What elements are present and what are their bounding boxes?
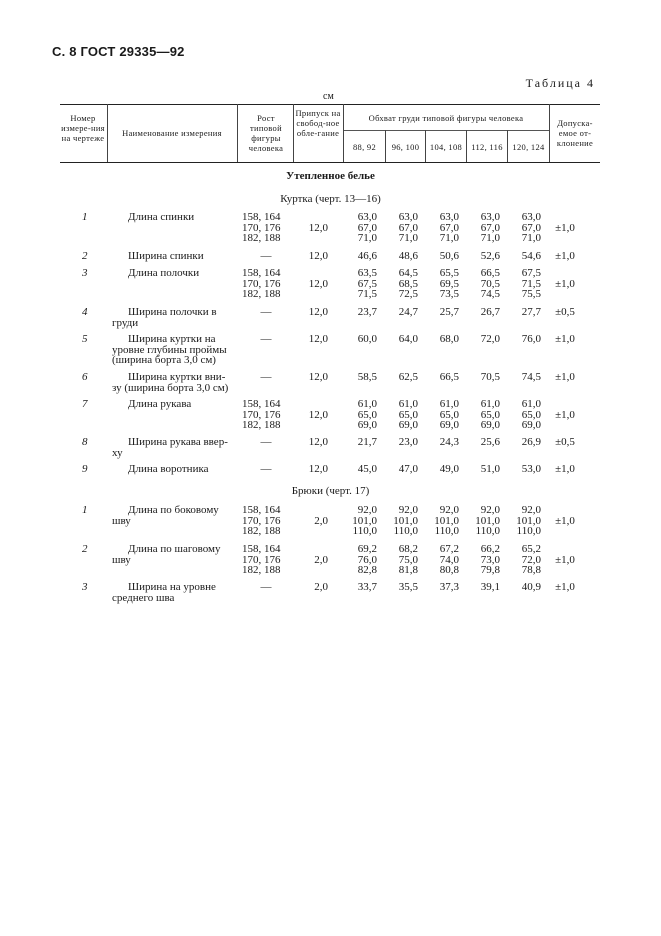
tolerance-value: ±1,0 <box>555 250 575 262</box>
chest-value: 64,0 <box>398 333 418 345</box>
chest-value-cell <box>503 334 541 345</box>
chest-value: 65,0 <box>480 408 500 421</box>
measurement-name-line: Ширина куртки вни- <box>128 371 226 383</box>
chest-value: 70,5 <box>480 371 500 383</box>
growth-value: 170, 176 <box>242 277 281 290</box>
chest-value: 71,0 <box>357 232 377 244</box>
chest-value-cell <box>421 544 459 576</box>
chest-value-cell <box>503 268 541 300</box>
chest-value: 69,5 <box>439 277 459 290</box>
chest-value: 92,0 <box>398 504 418 516</box>
measurement-name-line: Ширина рукава ввер- <box>128 436 228 448</box>
chest-value-cell <box>462 334 500 345</box>
measurement-name-line: шву <box>112 553 131 566</box>
chest-value: 52,6 <box>480 250 500 262</box>
chest-value: 51,0 <box>480 463 500 475</box>
chest-value: 72,0 <box>480 333 500 345</box>
growth-value: — <box>260 250 272 262</box>
chest-value: 75,5 <box>521 288 541 300</box>
column-header-tolerance: Допуска-емое от-клонение <box>556 118 594 148</box>
chest-value: 23,7 <box>357 306 377 318</box>
chest-value-cell <box>421 399 459 431</box>
chest-value: 71,5 <box>357 288 377 300</box>
tolerance-value: ±1,0 <box>555 371 575 383</box>
growth-value: 182, 188 <box>242 232 281 244</box>
growth-value: 170, 176 <box>242 408 281 421</box>
chest-value: 40,9 <box>521 581 541 593</box>
chest-value: 47,0 <box>398 463 418 475</box>
chest-value: 82,8 <box>357 564 377 576</box>
growth-value: 182, 188 <box>242 564 281 576</box>
row-number: 5 <box>82 333 88 345</box>
chest-value: 39,1 <box>480 581 500 593</box>
column-header-chest-size: 112, 116 <box>471 142 503 152</box>
measurement-name-line: Ширина полочки в <box>128 306 217 318</box>
chest-value: 53,0 <box>521 463 541 475</box>
measurement-name-line: Длина спинки <box>128 211 195 223</box>
chest-value-cell <box>421 268 459 300</box>
chest-value-cell <box>421 372 459 383</box>
subsection-title: Брюки (черт. 17) <box>291 485 370 497</box>
measurement-name-line: Ширина спинки <box>128 250 204 262</box>
chest-value: 67,5 <box>521 267 541 279</box>
header-bottom-rule <box>60 162 600 163</box>
chest-group-rule <box>343 130 549 131</box>
tolerance-value: ±1,0 <box>555 221 575 234</box>
chest-value: 66,5 <box>480 267 500 279</box>
chest-value-cell <box>462 251 500 262</box>
chest-value-cell <box>380 505 418 537</box>
growth-value: — <box>260 371 272 383</box>
chest-value: 73,0 <box>480 553 500 566</box>
chest-value-cell <box>503 251 541 262</box>
measurement-name-line: Ширина на уровне <box>128 581 216 593</box>
chest-value: 73,5 <box>439 288 459 300</box>
chest-value: 23,0 <box>398 436 418 448</box>
chest-value: 54,6 <box>521 250 541 262</box>
chest-value-cell <box>380 307 418 318</box>
chest-value: 67,0 <box>357 221 377 234</box>
chest-value: 71,5 <box>521 277 541 290</box>
chest-value-cell <box>421 437 459 448</box>
chest-value: 72,0 <box>521 553 541 566</box>
chest-value-cell <box>503 307 541 318</box>
page-header: С. 8 ГОСТ 29335—92 <box>52 44 185 59</box>
chest-value: 65,0 <box>398 408 418 421</box>
chest-value-cell <box>339 251 377 262</box>
chest-value: 69,0 <box>398 419 418 431</box>
chest-value: 81,8 <box>398 564 418 576</box>
tolerance-value: ±1,0 <box>555 553 575 566</box>
chest-value: 72,5 <box>398 288 418 300</box>
measurement-name-line: (ширина борта 3,0 см) <box>112 354 216 366</box>
chest-value: 64,5 <box>398 267 418 279</box>
column-header-chest-size: 120, 124 <box>512 142 545 152</box>
chest-value-cell <box>503 464 541 475</box>
table-label: Таблица 4 <box>525 76 595 90</box>
allowance-value: 2,0 <box>314 581 328 593</box>
growth-value: — <box>260 463 272 475</box>
chest-value-cell <box>462 399 500 431</box>
column-header-number: Номер измере-ния на чертеже <box>61 113 105 143</box>
tolerance-value: ±1,0 <box>555 514 575 527</box>
chest-value: 35,5 <box>398 581 418 593</box>
chest-value-cell <box>503 544 541 576</box>
chest-value: 63,5 <box>357 267 377 279</box>
column-header-name: Наименование измерения <box>122 128 222 138</box>
chest-value: 110,0 <box>516 525 541 537</box>
chest-value-cell <box>462 464 500 475</box>
chest-value: 67,0 <box>521 221 541 234</box>
chest-value-cell <box>380 212 418 244</box>
growth-value: 158, 164 <box>242 504 281 516</box>
chest-value: 110,0 <box>352 525 377 537</box>
chest-value: 69,2 <box>357 543 377 555</box>
chest-value: 63,0 <box>480 211 500 223</box>
chest-value-cell <box>462 582 500 593</box>
tolerance-value: ±1,0 <box>555 408 575 421</box>
chest-value: 92,0 <box>480 504 500 516</box>
chest-value-cell <box>503 372 541 383</box>
chest-value-cell <box>339 372 377 383</box>
chest-value: 24,3 <box>439 436 459 448</box>
header-divider <box>237 104 238 162</box>
chest-value: 69,0 <box>439 419 459 431</box>
row-number: 8 <box>82 436 88 448</box>
row-number: 1 <box>82 211 88 223</box>
chest-value-cell <box>462 437 500 448</box>
growth-value: — <box>260 333 272 345</box>
column-header-growth: Рост типовой фигуры человека <box>248 113 284 153</box>
chest-value-cell <box>421 307 459 318</box>
chest-value: 67,2 <box>439 543 459 555</box>
column-header-chest-group: Обхват груди типовой фигуры человека <box>368 113 524 123</box>
growth-value: 158, 164 <box>242 211 281 223</box>
chest-value-cell <box>380 372 418 383</box>
chest-value-cell <box>380 582 418 593</box>
chest-value: 27,7 <box>521 306 541 318</box>
chest-value-cell <box>421 212 459 244</box>
chest-value: 110,0 <box>475 525 500 537</box>
chest-value-cell <box>380 437 418 448</box>
growth-cell <box>242 334 290 345</box>
growth-value: — <box>260 436 272 448</box>
chest-value: 67,5 <box>357 277 377 290</box>
chest-value: 65,0 <box>439 408 459 421</box>
chest-value: 67,0 <box>439 221 459 234</box>
chest-value: 25,6 <box>480 436 500 448</box>
growth-value: — <box>260 306 272 318</box>
chest-value: 78,8 <box>521 564 541 576</box>
measurement-name-line: Длина по боковому <box>128 504 219 516</box>
growth-value: 170, 176 <box>242 221 281 234</box>
chest-value: 61,0 <box>439 398 459 410</box>
growth-value: 158, 164 <box>242 267 281 279</box>
growth-value: 182, 188 <box>242 525 281 537</box>
chest-value: 26,7 <box>480 306 500 318</box>
measurement-name-line: Ширина куртки на <box>128 333 216 345</box>
growth-cell <box>242 399 290 431</box>
chest-value-cell <box>339 505 377 537</box>
chest-value: 33,7 <box>357 581 377 593</box>
chest-value: 101,0 <box>352 514 377 527</box>
allowance-value: 12,0 <box>308 436 328 448</box>
column-header-allowance: Припуск на свобод-ное обле-гание <box>295 108 341 138</box>
chest-value: 61,0 <box>398 398 418 410</box>
allowance-value: 12,0 <box>308 250 328 262</box>
chest-value-cell <box>380 544 418 576</box>
chest-value-cell <box>503 582 541 593</box>
growth-cell <box>242 544 290 576</box>
measurement-name-line: Длина воротника <box>128 463 209 475</box>
growth-cell <box>242 307 290 318</box>
growth-value: — <box>260 581 272 593</box>
chest-value: 65,0 <box>357 408 377 421</box>
chest-value: 92,0 <box>521 504 541 516</box>
chest-value: 68,0 <box>439 333 459 345</box>
chest-value: 24,7 <box>398 306 418 318</box>
chest-value: 50,6 <box>439 250 459 262</box>
chest-value-cell <box>462 505 500 537</box>
chest-value: 79,8 <box>480 564 500 576</box>
chest-value-cell <box>503 399 541 431</box>
measurement-name-line: ху <box>112 446 123 459</box>
tolerance-value: ±1,0 <box>555 277 575 290</box>
chest-value: 63,0 <box>521 211 541 223</box>
tolerance-value: ±0,5 <box>555 436 575 448</box>
chest-value: 110,0 <box>434 525 459 537</box>
chest-value: 101,0 <box>516 514 541 527</box>
chest-value: 65,2 <box>521 543 541 555</box>
growth-cell <box>242 372 290 383</box>
measurement-name-line: Длина рукава <box>128 398 192 410</box>
growth-value: 158, 164 <box>242 543 281 555</box>
growth-cell <box>242 251 290 262</box>
chest-value: 71,0 <box>480 232 500 244</box>
chest-value-cell <box>462 307 500 318</box>
allowance-value: 12,0 <box>308 277 328 290</box>
allowance-value: 12,0 <box>308 306 328 318</box>
growth-value: 182, 188 <box>242 419 281 431</box>
chest-value: 74,0 <box>439 553 459 566</box>
row-number: 7 <box>82 398 88 410</box>
measurement-name-line: зу (ширина борта 3,0 см) <box>112 381 229 394</box>
growth-value: 170, 176 <box>242 514 281 527</box>
growth-cell <box>242 212 290 244</box>
row-number: 9 <box>82 463 88 475</box>
measurement-name-line: среднего шва <box>112 591 175 604</box>
growth-cell <box>242 464 290 475</box>
chest-value-cell <box>462 212 500 244</box>
chest-value: 69,0 <box>357 419 377 431</box>
row-number: 3 <box>82 267 88 279</box>
chest-value: 49,0 <box>439 463 459 475</box>
chest-value: 61,0 <box>357 398 377 410</box>
chest-value: 68,2 <box>398 543 418 555</box>
growth-cell <box>242 437 290 448</box>
tolerance-value: ±1,0 <box>555 463 575 475</box>
chest-value: 45,0 <box>357 463 377 475</box>
chest-value: 26,9 <box>521 436 541 448</box>
chest-value: 69,0 <box>521 419 541 431</box>
chest-value: 37,3 <box>439 581 459 593</box>
row-number: 2 <box>82 250 88 262</box>
subsection-title: Куртка (черт. 13—16) <box>280 193 381 205</box>
measurement-name-line: груди <box>112 316 139 329</box>
chest-value: 80,8 <box>439 564 459 576</box>
chest-value: 65,0 <box>521 408 541 421</box>
chest-value: 66,2 <box>480 543 500 555</box>
allowance-value: 2,0 <box>314 553 328 566</box>
chest-value: 62,5 <box>398 371 418 383</box>
chest-value-cell <box>380 464 418 475</box>
chest-value: 71,0 <box>439 232 459 244</box>
chest-value: 101,0 <box>434 514 459 527</box>
chest-value-cell <box>339 334 377 345</box>
allowance-value: 12,0 <box>308 221 328 234</box>
section-title: Утепленное белье <box>286 170 375 182</box>
tolerance-value: ±1,0 <box>555 581 575 593</box>
allowance-value: 12,0 <box>308 408 328 421</box>
allowance-value: 12,0 <box>308 333 328 345</box>
chest-value: 68,5 <box>398 277 418 290</box>
chest-value-cell <box>339 582 377 593</box>
measurement-name-line: Длина по шаговому <box>128 543 221 555</box>
chest-value-cell <box>503 505 541 537</box>
growth-value: 158, 164 <box>242 398 281 410</box>
chest-value: 63,0 <box>398 211 418 223</box>
growth-cell <box>242 505 290 537</box>
chest-value-cell <box>339 399 377 431</box>
growth-cell <box>242 582 290 593</box>
chest-value-cell <box>503 437 541 448</box>
chest-value: 76,0 <box>357 553 377 566</box>
chest-value: 69,0 <box>480 419 500 431</box>
growth-value: 170, 176 <box>242 553 281 566</box>
growth-cell <box>242 268 290 300</box>
chest-value-cell <box>339 544 377 576</box>
chest-value: 61,0 <box>521 398 541 410</box>
table-top-rule <box>60 104 600 105</box>
measurement-name-line: уровне глубины проймы <box>112 343 227 356</box>
chest-value: 58,5 <box>357 371 377 383</box>
chest-value-cell <box>421 464 459 475</box>
chest-value-cell <box>462 544 500 576</box>
chest-value: 75,0 <box>398 553 418 566</box>
measurement-name-line: шву <box>112 514 131 527</box>
chest-value-cell <box>462 372 500 383</box>
column-header-chest-size: 104, 108 <box>429 142 463 152</box>
chest-value-cell <box>339 307 377 318</box>
chest-value: 63,0 <box>357 211 377 223</box>
chest-value-cell <box>421 334 459 345</box>
chest-value-cell <box>339 437 377 448</box>
chest-value: 92,0 <box>439 504 459 516</box>
tolerance-value: ±1,0 <box>555 333 575 345</box>
row-number: 4 <box>82 306 88 318</box>
chest-value: 66,5 <box>439 371 459 383</box>
chest-value-cell <box>503 212 541 244</box>
chest-value-cell <box>421 505 459 537</box>
chest-value: 21,7 <box>357 436 377 448</box>
chest-value: 48,6 <box>398 250 418 262</box>
chest-value-cell <box>421 251 459 262</box>
units-label: см <box>323 91 334 102</box>
chest-value-cell <box>339 464 377 475</box>
chest-value: 60,0 <box>357 333 377 345</box>
allowance-value: 12,0 <box>308 371 328 383</box>
chest-value: 63,0 <box>439 211 459 223</box>
chest-value: 71,0 <box>398 232 418 244</box>
allowance-value: 2,0 <box>314 514 328 527</box>
chest-value: 65,5 <box>439 267 459 279</box>
growth-value: 182, 188 <box>242 288 281 300</box>
chest-value-cell <box>380 268 418 300</box>
chest-value-cell <box>380 334 418 345</box>
chest-value-cell <box>339 212 377 244</box>
chest-value-cell <box>421 582 459 593</box>
chest-value-cell <box>339 268 377 300</box>
row-number: 2 <box>82 543 88 555</box>
measurement-name-line: Длина полочки <box>128 267 200 279</box>
row-number: 3 <box>82 581 88 593</box>
row-number: 1 <box>82 504 88 516</box>
chest-value: 74,5 <box>521 371 541 383</box>
chest-value: 67,0 <box>398 221 418 234</box>
chest-value-cell <box>380 251 418 262</box>
chest-value-cell <box>380 399 418 431</box>
chest-value: 46,6 <box>357 250 377 262</box>
chest-value: 70,5 <box>480 277 500 290</box>
chest-value: 76,0 <box>521 333 541 345</box>
column-header-chest-size: 88, 92 <box>352 142 377 152</box>
tolerance-value: ±0,5 <box>555 306 575 318</box>
chest-value: 101,0 <box>393 514 418 527</box>
chest-value: 67,0 <box>480 221 500 234</box>
chest-value: 25,7 <box>439 306 459 318</box>
chest-value: 92,0 <box>357 504 377 516</box>
row-number: 6 <box>82 371 88 383</box>
chest-value-cell <box>462 268 500 300</box>
chest-value: 71,0 <box>521 232 541 244</box>
chest-value: 110,0 <box>393 525 418 537</box>
chest-value: 74,5 <box>480 288 500 300</box>
column-header-chest-size: 96, 100 <box>391 142 420 152</box>
chest-value: 101,0 <box>475 514 500 527</box>
chest-value: 61,0 <box>480 398 500 410</box>
allowance-value: 12,0 <box>308 463 328 475</box>
